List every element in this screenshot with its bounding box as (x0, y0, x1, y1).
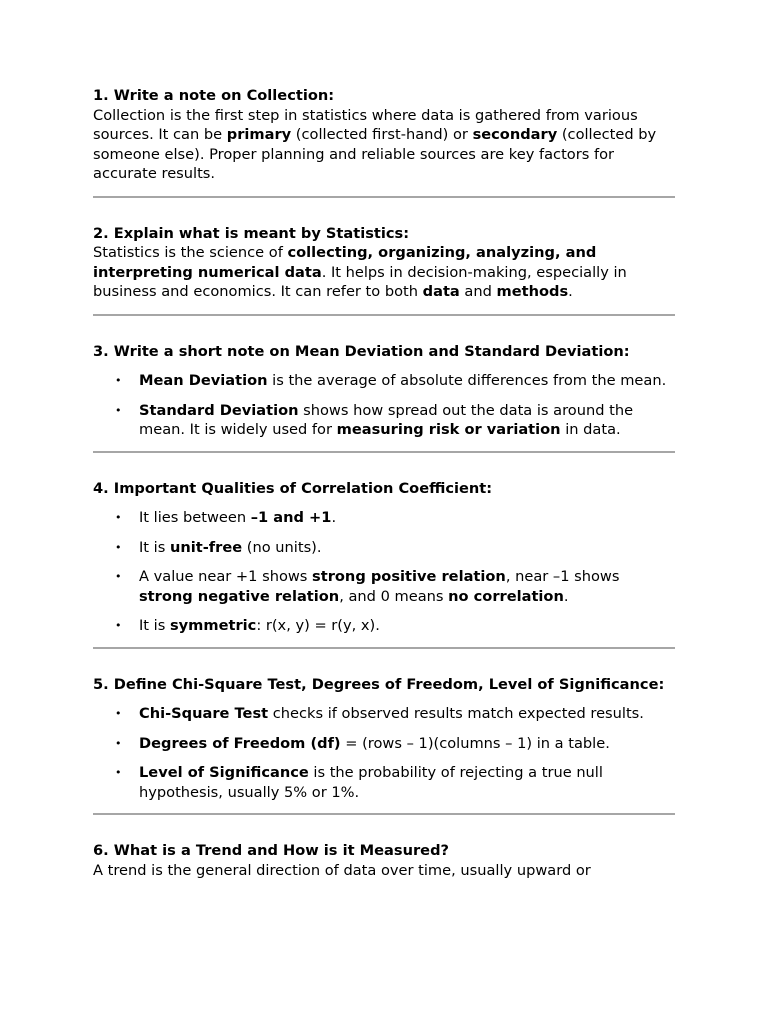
answer-paragraph (93, 861, 675, 881)
question-title: 2. Explain what is meant by Statistics: (93, 224, 410, 242)
list-item (93, 401, 675, 440)
question-title: 3. Write a short note on Mean Deviation and Standard Deviation: (93, 342, 630, 360)
text-run: . (568, 283, 573, 300)
list-item (93, 538, 675, 558)
bullet-list (93, 704, 675, 802)
bold-term: secondary (472, 126, 558, 143)
list-item (93, 734, 675, 754)
text-run: A trend is the general direction of data over time, usually upward or (93, 861, 591, 879)
bold-term: Standard Deviation (139, 401, 299, 419)
bold-term: methods (496, 283, 569, 300)
section-divider (93, 314, 675, 316)
text-run: It lies between (139, 509, 251, 526)
section-divider (93, 647, 675, 649)
text-run: It is (139, 617, 170, 634)
text-run: and (459, 283, 497, 300)
text-run: = (rows – 1)(columns – 1) in a table. (340, 734, 610, 752)
question-title: 6. What is a Trend and How is it Measured? (93, 842, 449, 859)
text-run: . It helps in decision-making, especially in business and economics. It can refer to both (93, 263, 627, 300)
text-run: : r(x, y) = r(y, x). (256, 617, 380, 634)
bold-term: unit-free (169, 538, 243, 556)
section-correlation (93, 479, 675, 636)
bullet-icon: • (115, 570, 122, 583)
question-title: 1. Write a note on Collection: (93, 87, 335, 104)
section-collection (93, 86, 675, 184)
text-run: is the probability of rejecting a true null hypothesis, usually 5% or 1%. (139, 764, 603, 801)
bold-term: Chi-Square Test (139, 705, 269, 722)
answer-paragraph (93, 243, 675, 302)
list-item (93, 704, 675, 724)
bold-term: Degrees of Freedom (df) (139, 734, 341, 752)
list-item (93, 371, 675, 391)
bullet-icon: • (115, 540, 122, 554)
bold-term: Mean Deviation (139, 372, 268, 389)
bold-term: measuring risk or variation (336, 421, 561, 438)
bold-term: –1 and +1 (250, 509, 332, 526)
section-divider (93, 196, 675, 198)
text-run: checks if observed results match expected results. (268, 705, 644, 722)
bullet-icon: • (115, 403, 122, 417)
section-divider (93, 451, 675, 453)
question-title: 5. Define Chi-Square Test, Degrees of Freedom, Level of Significance: (93, 675, 665, 693)
bold-term: data (422, 283, 460, 300)
text-run: in data. (560, 421, 621, 438)
text-run: , and 0 means (339, 587, 449, 605)
bullet-icon: • (115, 766, 122, 779)
bold-term: symmetric (169, 617, 257, 634)
text-run: . (563, 587, 569, 605)
question-title: 4. Important Qualities of Correlation Coefficient: (93, 479, 493, 497)
text-run: is the average of absolute differences from the mean. (267, 372, 667, 389)
text-run: It is (139, 538, 170, 556)
list-item (93, 763, 675, 802)
bullet-list (93, 371, 675, 440)
bullet-icon: • (115, 511, 122, 524)
text-run: A value near +1 shows (139, 568, 313, 585)
bold-term: primary (226, 126, 292, 143)
text-run: (no units). (242, 538, 322, 556)
bullet-icon: • (115, 619, 122, 632)
text-run: (collected first-hand) or (291, 126, 473, 143)
document-page (93, 86, 675, 880)
section-divider (93, 813, 675, 815)
text-run: Collection is the first step in statistics where data is gathered from various sources. It can be (93, 106, 638, 143)
bullet-list (93, 508, 675, 636)
text-run: . (331, 509, 337, 526)
list-item (93, 567, 675, 606)
text-run: Statistics is the science of (93, 244, 288, 261)
section-deviation (93, 342, 675, 440)
answer-paragraph (93, 106, 675, 184)
bold-term: collecting, organizing, analyzing, and interpreting numerical data (93, 244, 597, 281)
bold-term: no correlation (448, 587, 564, 605)
list-item (93, 508, 675, 528)
list-item (93, 616, 675, 636)
bold-term: strong negative relation (139, 587, 340, 605)
text-run: , near –1 shows (505, 568, 620, 585)
section-statistics (93, 224, 675, 302)
section-trend (93, 841, 675, 880)
text-run: (collected by someone else). Proper planning and reliable sources are key factors for accurate results. (93, 126, 657, 182)
bold-term: Level of Significance (139, 764, 309, 781)
bullet-icon: • (115, 736, 122, 750)
section-chi-square (93, 675, 675, 803)
bullet-icon: • (115, 707, 122, 720)
bold-term: strong positive relation (312, 568, 506, 585)
text-run: shows how spread out the data is around the mean. It is widely used for (139, 401, 634, 438)
bullet-icon: • (115, 374, 122, 387)
